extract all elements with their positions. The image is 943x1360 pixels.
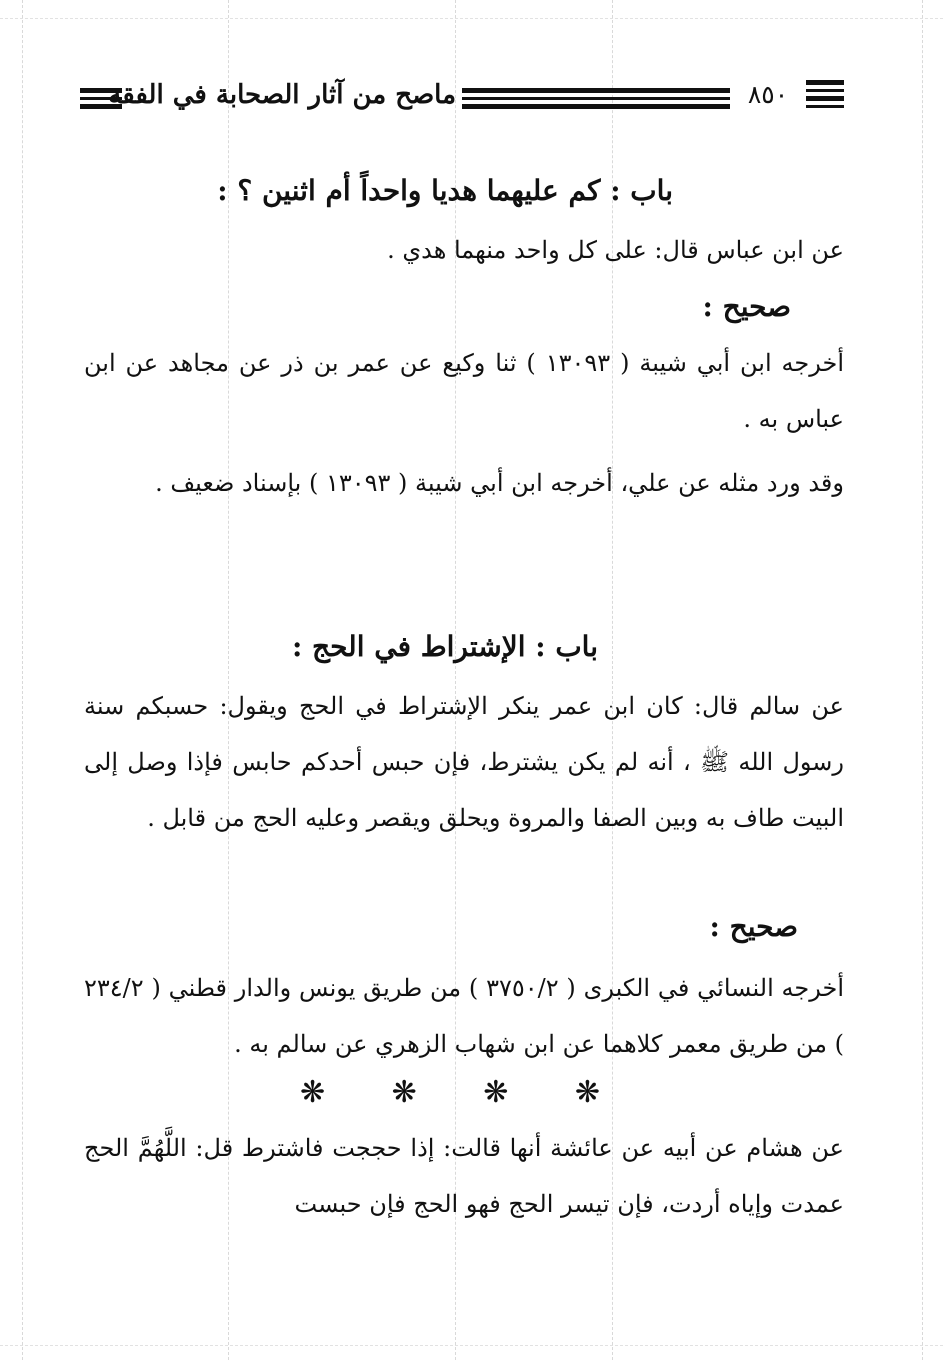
section-heading: باب : الإشتراط في الحج :	[291, 630, 598, 663]
star-ornament-icon: ❋	[300, 1075, 326, 1110]
takhrij-text: أخرجه ابن أبي شيبة ( ١٣٠٩٣ ) ثنا وكيع عن عمر بن ذر عن مجاهد عن ابن عباس به .	[84, 349, 844, 433]
divider-stars	[300, 1075, 600, 1110]
star-ornament-icon: ❋	[574, 1075, 600, 1110]
star-ornament-icon: ❋	[391, 1075, 417, 1110]
grade-label: صحيح :	[709, 910, 798, 943]
narration-text: عن ابن عباس قال: على كل واحد منهما هدي .	[387, 236, 844, 264]
scan-guide-line	[22, 0, 23, 1360]
header-rule-middle	[462, 88, 730, 113]
grade-label: صحيح :	[702, 290, 791, 323]
scan-guide-line	[0, 1345, 943, 1346]
page-number: ٨٥٠	[747, 80, 789, 109]
narration-text: عن سالم قال: كان ابن عمر ينكر الإشتراط في الحج ويقول: حسبكم سنة رسول الله ﷺ ، أنه لم يكن يشترط، فإن حبس أحدكم حابس فإذا وصل إلى البيت طاف به وبين الصفا والمروة ويحلق ويقصر وعليه الحج من قابل .	[84, 692, 844, 832]
note-text: وقد ورد مثله عن علي، أخرجه ابن أبي شيبة ( ١٣٠٩٣ ) بإسناد ضعيف .	[155, 469, 844, 497]
star-ornament-icon: ❋	[483, 1075, 509, 1110]
scan-guide-line	[922, 0, 923, 1360]
header-rule-right	[806, 80, 844, 112]
takhrij-text: أخرجه النسائي في الكبرى ( ٣٧٥٠/٢ ) من طريق يونس والدار قطني ( ٢٣٤/٢ ) من طريق معمر كلاهما عن ابن شهاب الزهري عن سالم به .	[84, 974, 845, 1058]
scan-guide-line	[0, 18, 943, 19]
section-heading: باب : كم عليهما هديا واحداً أم اثنين ؟ :	[217, 174, 673, 207]
narration-text: عن هشام عن أبيه عن عائشة أنها قالت: إذا حججت فاشترط قل: اللَّهُمَّ الحج عمدت وإياه أردت، فإن تيسر الحج فهو الحج فإن حبست	[84, 1134, 844, 1218]
header-title: ماصح من آثار الصحابة في الفقه	[108, 80, 456, 110]
